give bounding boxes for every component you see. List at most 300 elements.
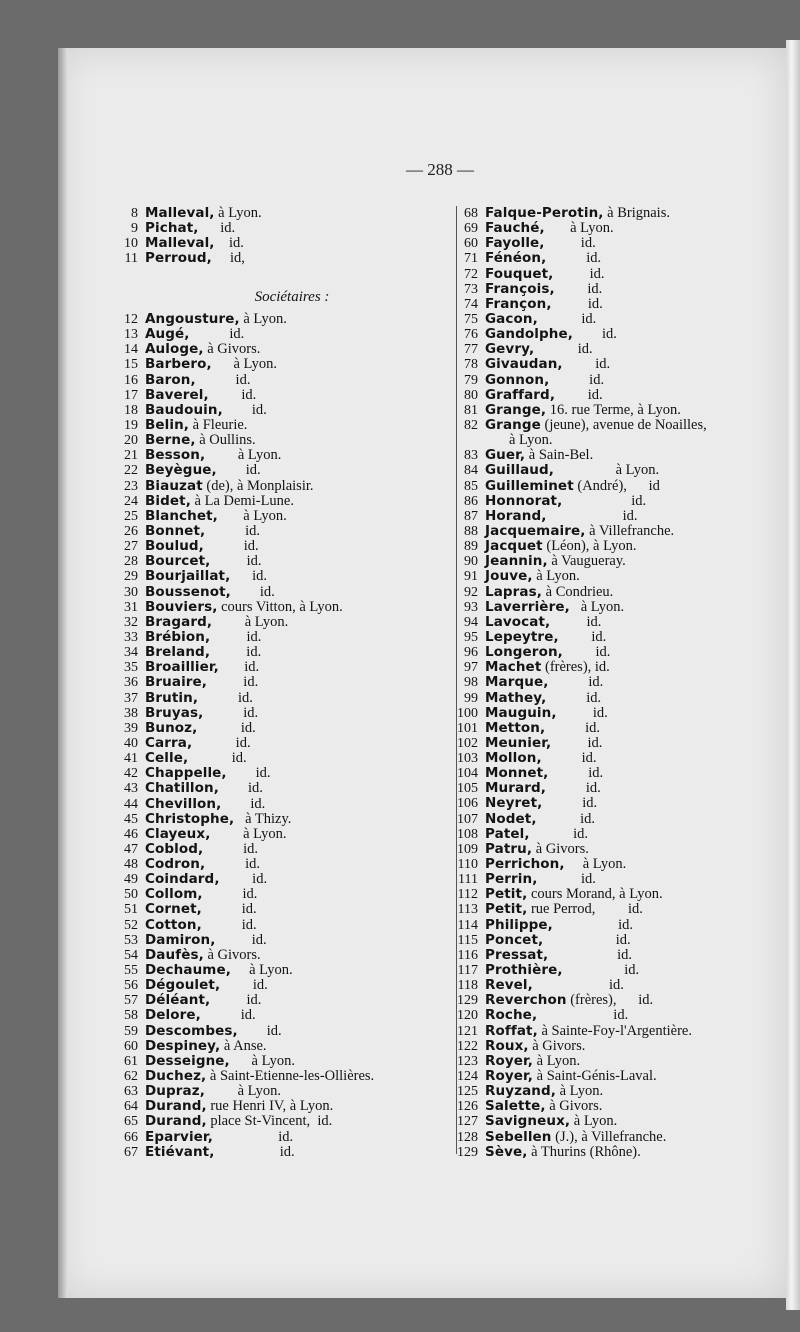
entry-location: id. (544, 235, 596, 252)
entry-location: à Givors. (203, 341, 261, 358)
entry-location: (Léon), à Lyon. (542, 538, 637, 555)
list-item (112, 781, 452, 796)
entry-name: Reverchon (485, 992, 567, 1009)
entry-location: à Thurins (Rhône). (527, 1143, 641, 1160)
entry-number: 127 (457, 1114, 478, 1130)
entry-number: 53 (124, 932, 138, 948)
entry-location: rue Perrod, id. (527, 901, 643, 918)
blank-line (112, 267, 452, 282)
entry-number: 55 (124, 963, 138, 979)
entry-name: Mauguin, (485, 704, 557, 721)
list-item (112, 1114, 452, 1129)
entry-location: rue Henri IV, à Lyon. (206, 1098, 334, 1115)
entry-number: 106 (457, 796, 478, 812)
entry-number: 129 (457, 1144, 478, 1160)
entry-number: 107 (457, 811, 478, 827)
entry-number: 40 (124, 735, 138, 751)
entry-name: Boulud, (145, 538, 204, 555)
entry-location: id. (214, 235, 244, 252)
list-item (112, 630, 452, 645)
entry-name: Guillaud, (485, 462, 554, 479)
list-item (452, 691, 774, 706)
list-item (112, 842, 452, 857)
list-item (452, 600, 774, 615)
entry-name: Blanchet, (145, 507, 218, 524)
list-item (112, 585, 452, 600)
list-item (112, 251, 452, 266)
entry-name: Malleval, (145, 205, 215, 221)
entry-name: Pressat, (485, 946, 549, 963)
left-column-list (112, 206, 452, 1160)
list-item (452, 251, 774, 266)
list-item (452, 645, 774, 660)
entry-number: 45 (124, 811, 138, 827)
entry-number: 111 (458, 872, 478, 888)
list-item (112, 827, 452, 842)
entry-location: à Condrieu. (542, 583, 614, 600)
entry-location: id. (218, 659, 260, 676)
list-item (452, 357, 774, 372)
list-item (452, 1024, 774, 1039)
list-item (112, 706, 452, 721)
entry-number: 54 (124, 947, 138, 963)
entry-location: id. (556, 704, 608, 721)
list-item (112, 221, 452, 236)
list-item (112, 933, 452, 948)
entry-location: id. (545, 719, 600, 736)
entry-location: à Lyon. (554, 462, 660, 479)
entry-name: Fauché, (485, 220, 545, 237)
list-item (112, 691, 452, 706)
entry-name: Beyègue, (145, 462, 217, 479)
entry-number: 117 (457, 963, 478, 979)
list-item (112, 993, 452, 1008)
entry-continuation (452, 433, 774, 448)
entry-name: Etiévant, (145, 1143, 215, 1160)
entry-name: Horand, (485, 507, 547, 524)
list-item (112, 675, 452, 690)
entry-number: 114 (457, 917, 478, 933)
entry-name: Mollon, (485, 750, 542, 767)
entry-location: à Lyon. (211, 356, 277, 373)
entry-number: 51 (124, 902, 138, 918)
entry-name: Mathey, (485, 689, 547, 706)
list-item (452, 1130, 774, 1145)
entry-location: à Lyon. (205, 447, 282, 464)
page-number: — 288 — (406, 160, 474, 179)
entry-location: à Lyon. (210, 825, 287, 842)
entry-number: 34 (124, 645, 138, 661)
list-item (112, 342, 452, 357)
entry-number: 81 (464, 402, 478, 418)
entry-number: 44 (124, 796, 138, 812)
entry-location: id. (551, 295, 603, 312)
entry-location: id. (205, 856, 260, 873)
entry-name: Pichat, (145, 220, 199, 237)
entry-name: Gandolphe, (485, 326, 573, 343)
entry-number: 75 (464, 311, 478, 327)
entry-location: à Lyon. (217, 507, 287, 524)
entry-name: Guer, (485, 447, 526, 464)
entry-number: 121 (457, 1023, 478, 1039)
list-item (452, 842, 774, 857)
entry-name: Belin, (145, 416, 190, 433)
entry-location: id. (210, 992, 262, 1009)
entry-location: id. (548, 674, 604, 691)
entry-location: à Villefranche. (585, 522, 675, 539)
list-item (452, 1008, 774, 1023)
entry-location: id. (200, 1007, 256, 1024)
entry-number: 94 (464, 614, 478, 630)
entry-number: 21 (124, 448, 138, 464)
list-item (112, 1130, 452, 1145)
entry-name: Cotton, (145, 916, 202, 933)
list-item (452, 675, 774, 690)
entry-number: 104 (457, 766, 478, 782)
entry-location: à Lyon. (239, 311, 287, 327)
entry-number: 36 (124, 675, 138, 691)
entry-number: 57 (124, 993, 138, 1009)
entry-location: id. (541, 750, 597, 767)
entry-location: (de), à Monplaisir. (202, 477, 314, 494)
entry-name: Bidet, (145, 492, 191, 509)
entry-location: à Fleurie. (189, 416, 248, 433)
entry-name: Revel, (485, 977, 533, 994)
entry-location: à Thizy. (234, 810, 292, 827)
list-item (112, 600, 452, 615)
entry-name: Philippe, (485, 916, 553, 933)
entry-name: Fénéon, (485, 250, 547, 267)
entry-number: 71 (464, 251, 478, 267)
list-item (452, 1114, 774, 1129)
entry-number: 61 (124, 1053, 138, 1069)
list-item (452, 312, 774, 327)
list-item (112, 357, 452, 372)
entry-number: 64 (124, 1099, 138, 1115)
list-item (112, 812, 452, 827)
list-item (112, 1024, 452, 1039)
entry-number: 76 (464, 327, 478, 343)
entry-number: 25 (124, 508, 138, 524)
list-item (452, 569, 774, 584)
entry-location: à Vaugueray. (547, 553, 626, 570)
entry-location: à Saint-Génis-Laval. (533, 1068, 657, 1085)
list-item (112, 1008, 452, 1023)
list-item (452, 736, 774, 751)
list-item (452, 887, 774, 902)
list-item (452, 948, 774, 963)
entry-number: 102 (457, 735, 478, 751)
list-item (112, 1039, 452, 1054)
page-spine-shadow (58, 48, 68, 1298)
list-item (452, 388, 774, 403)
entry-name: Dégoulet, (145, 977, 221, 994)
entry-location: id. (189, 326, 245, 343)
entry-number: 90 (464, 554, 478, 570)
entry-location: cours Vitton, à Lyon. (217, 598, 343, 615)
entry-number: 39 (124, 720, 138, 736)
entry-name: Petit, (485, 901, 528, 918)
entry-number: 112 (457, 887, 478, 903)
entry-location: à Lyon. (564, 856, 627, 873)
list-item (112, 554, 452, 569)
list-item (112, 615, 452, 630)
entry-location: id. (221, 795, 266, 812)
entry-location: id. (532, 977, 624, 994)
entry-name: Honnorat, (485, 492, 563, 509)
entry-name: Chappelle, (145, 765, 227, 782)
entry-name: Lepeytre, (485, 628, 559, 645)
list-item (452, 585, 774, 600)
entry-number: 72 (464, 266, 478, 282)
entry-location: id. (562, 356, 611, 373)
entry-number: 48 (124, 857, 138, 873)
entry-number: 49 (124, 872, 138, 888)
entry-location: id. (207, 674, 259, 691)
entry-name: Graffard, (485, 386, 556, 403)
entry-number: 50 (124, 887, 138, 903)
entry-location: à Lyon. (569, 598, 625, 615)
entry-name: Jeannin, (485, 553, 548, 570)
entry-name: Cornet, (145, 901, 202, 918)
entry-number: 42 (124, 766, 138, 782)
entry-name: Savigneux, (485, 1113, 571, 1130)
entry-number: 110 (457, 857, 478, 873)
entry-name: Bruyas, (145, 704, 204, 721)
entry-name: Baudouin, (145, 401, 223, 418)
entry-name: Perroud, (145, 250, 212, 267)
entry-location: id. (542, 795, 598, 812)
entry-name: Damiron, (145, 931, 216, 948)
entry-number: 98 (464, 675, 478, 691)
entry-number: 85 (464, 478, 478, 494)
entry-number: 26 (124, 523, 138, 539)
list-item (452, 660, 774, 675)
list-item (112, 569, 452, 584)
entry-name: Biauzat (145, 477, 203, 494)
list-item (112, 1084, 452, 1099)
entry-number: 124 (457, 1069, 478, 1085)
right-column-list (452, 206, 774, 1160)
entry-name: Bouviers, (145, 598, 218, 615)
entry-name: Duchez, (145, 1068, 207, 1085)
entry-number: 84 (464, 463, 478, 479)
entry-location: id. (550, 613, 602, 630)
entry-location: id. (198, 689, 253, 706)
entry-number: 13 (124, 327, 138, 343)
entry-name: Berne, (145, 432, 196, 449)
entry-location: à Lyon. (544, 220, 614, 237)
list-item (112, 403, 452, 418)
entry-number: 10 (124, 236, 138, 252)
list-item (452, 1054, 774, 1069)
entry-number: 89 (464, 539, 478, 555)
list-item (452, 963, 774, 978)
entry-location: id. (562, 492, 647, 509)
entry-name: Durand, (145, 1113, 207, 1130)
list-item (112, 373, 452, 388)
entry-name: Guilleminet (485, 477, 574, 494)
entry-number: 73 (464, 281, 478, 297)
entry-location: id. (548, 765, 604, 782)
list-item (112, 721, 452, 736)
list-item (452, 630, 774, 645)
entry-name: Nodet, (485, 810, 537, 827)
entry-location: id. (562, 644, 611, 661)
entry-location: id. (218, 780, 263, 797)
entry-name: Neyret, (485, 795, 543, 812)
list-item (112, 1069, 452, 1084)
entry-number: 113 (457, 902, 478, 918)
entry-location: id. (537, 1007, 629, 1024)
entry-location: id. (203, 704, 259, 721)
entry-number: 97 (464, 660, 478, 676)
entry-name: Augé, (145, 326, 190, 343)
entry-location: id. (208, 386, 257, 403)
list-item (452, 1099, 774, 1114)
list-item (452, 539, 774, 554)
entry-location: à Anse. (220, 1037, 267, 1054)
entry-location: à Givors. (528, 1037, 586, 1054)
entry-number: 115 (457, 932, 478, 948)
entry-name: Perrin, (485, 871, 538, 888)
entry-location: id. (546, 250, 602, 267)
list-item (112, 312, 452, 327)
entry-name: Roux, (485, 1037, 529, 1054)
entry-location: id. (202, 886, 258, 903)
list-item (112, 236, 452, 251)
entry-location: id. (537, 871, 596, 888)
entry-name: Grange (485, 416, 541, 433)
entry-name: Christophe, (145, 810, 235, 827)
entry-location: id. (551, 734, 603, 751)
entry-number: 105 (457, 781, 478, 797)
list-item (452, 706, 774, 721)
entry-name: Jacquet (485, 538, 543, 555)
entry-number: 46 (124, 826, 138, 842)
entry-number: 69 (464, 221, 478, 237)
entry-name: Jacquemaire, (485, 522, 586, 539)
entry-location: id. (219, 871, 268, 888)
entry-name: Poncet, (485, 931, 544, 948)
entry-number: 16 (124, 372, 138, 388)
entry-number: 11 (124, 251, 138, 267)
entry-location: id. (192, 734, 251, 751)
list-item (112, 902, 452, 917)
entry-location: id. (546, 507, 638, 524)
entry-name: Despiney, (145, 1037, 221, 1054)
entry-location: (jeune), avenue de Noailles, (540, 416, 707, 433)
entry-number: 52 (124, 917, 138, 933)
entry-number: 19 (124, 417, 138, 433)
entry-name: Bourcet, (145, 553, 211, 570)
entry-number: 82 (464, 417, 478, 433)
list-item (112, 645, 452, 660)
entry-name: Bunoz, (145, 719, 198, 736)
entry-location: id. (198, 220, 236, 237)
list-item (112, 1054, 452, 1069)
entry-name: Breland, (145, 644, 211, 661)
entry-name: Murard, (485, 780, 546, 797)
list-item (112, 448, 452, 463)
entry-number: 33 (124, 629, 138, 645)
list-item (112, 494, 452, 509)
list-item (452, 1145, 774, 1160)
entry-location: à Lyon. (533, 1052, 581, 1069)
entry-number: 17 (124, 387, 138, 403)
entry-number: 92 (464, 584, 478, 600)
entry-number: 78 (464, 357, 478, 373)
entry-number: 43 (124, 781, 138, 797)
entry-location: id. (558, 628, 607, 645)
entry-location: à Lyon. (212, 613, 289, 630)
entry-name: Desseigne, (145, 1052, 230, 1069)
entry-number: 87 (464, 508, 478, 524)
list-item (452, 751, 774, 766)
list-item (452, 766, 774, 781)
entry-location: id. (572, 326, 617, 343)
entry-name: Delore, (145, 1007, 201, 1024)
list-item (112, 872, 452, 887)
list-item (112, 963, 452, 978)
entry-name: Laverrière, (485, 598, 570, 615)
list-item (112, 418, 452, 433)
entry-name: Royer, (485, 1068, 534, 1085)
entry-name: Carra, (145, 734, 193, 751)
entry-number: 101 (457, 720, 478, 736)
entry-number: 28 (124, 554, 138, 570)
entry-name: Brébion, (145, 628, 211, 645)
list-item (452, 812, 774, 827)
entry-location: à La Demi-Lune. (190, 492, 294, 509)
entry-number: 63 (124, 1084, 138, 1100)
list-item (112, 1099, 452, 1114)
entry-location: id. (543, 931, 631, 948)
entry-location: (frères), id. (541, 659, 610, 676)
entry-name: Perrichon, (485, 856, 565, 873)
list-item (452, 781, 774, 796)
entry-number: 20 (124, 433, 138, 449)
entry-number: 125 (457, 1084, 478, 1100)
entry-location: id. (203, 840, 259, 857)
list-item (112, 887, 452, 902)
entry-name: Brutin, (145, 689, 199, 706)
entry-number: 41 (124, 751, 138, 767)
entry-location: id. (237, 1022, 282, 1039)
entry-name: Barbero, (145, 356, 212, 373)
entry-name: Angousture, (145, 311, 240, 327)
entry-location: à Sainte-Foy-l'Argentière. (537, 1022, 692, 1039)
list-item (452, 282, 774, 297)
entry-location: id. (220, 977, 268, 994)
entry-location: id. (553, 265, 605, 282)
entry-number: 86 (464, 493, 478, 509)
entry-number: 35 (124, 660, 138, 676)
entry-number: 47 (124, 841, 138, 857)
entry-location: à Oullins. (195, 432, 256, 449)
list-item (112, 948, 452, 963)
entry-name: Broaillier, (145, 659, 219, 676)
entry-location: id. (230, 568, 268, 585)
list-item (112, 660, 452, 675)
entry-location: id. (546, 689, 602, 706)
list-item (452, 872, 774, 887)
entry-name: Sebellen (485, 1128, 552, 1145)
entry-location: à Givors. (532, 840, 589, 857)
entry-number: 100 (457, 705, 478, 721)
entry-location: id. (230, 583, 275, 600)
entry-number: 88 (464, 523, 478, 539)
